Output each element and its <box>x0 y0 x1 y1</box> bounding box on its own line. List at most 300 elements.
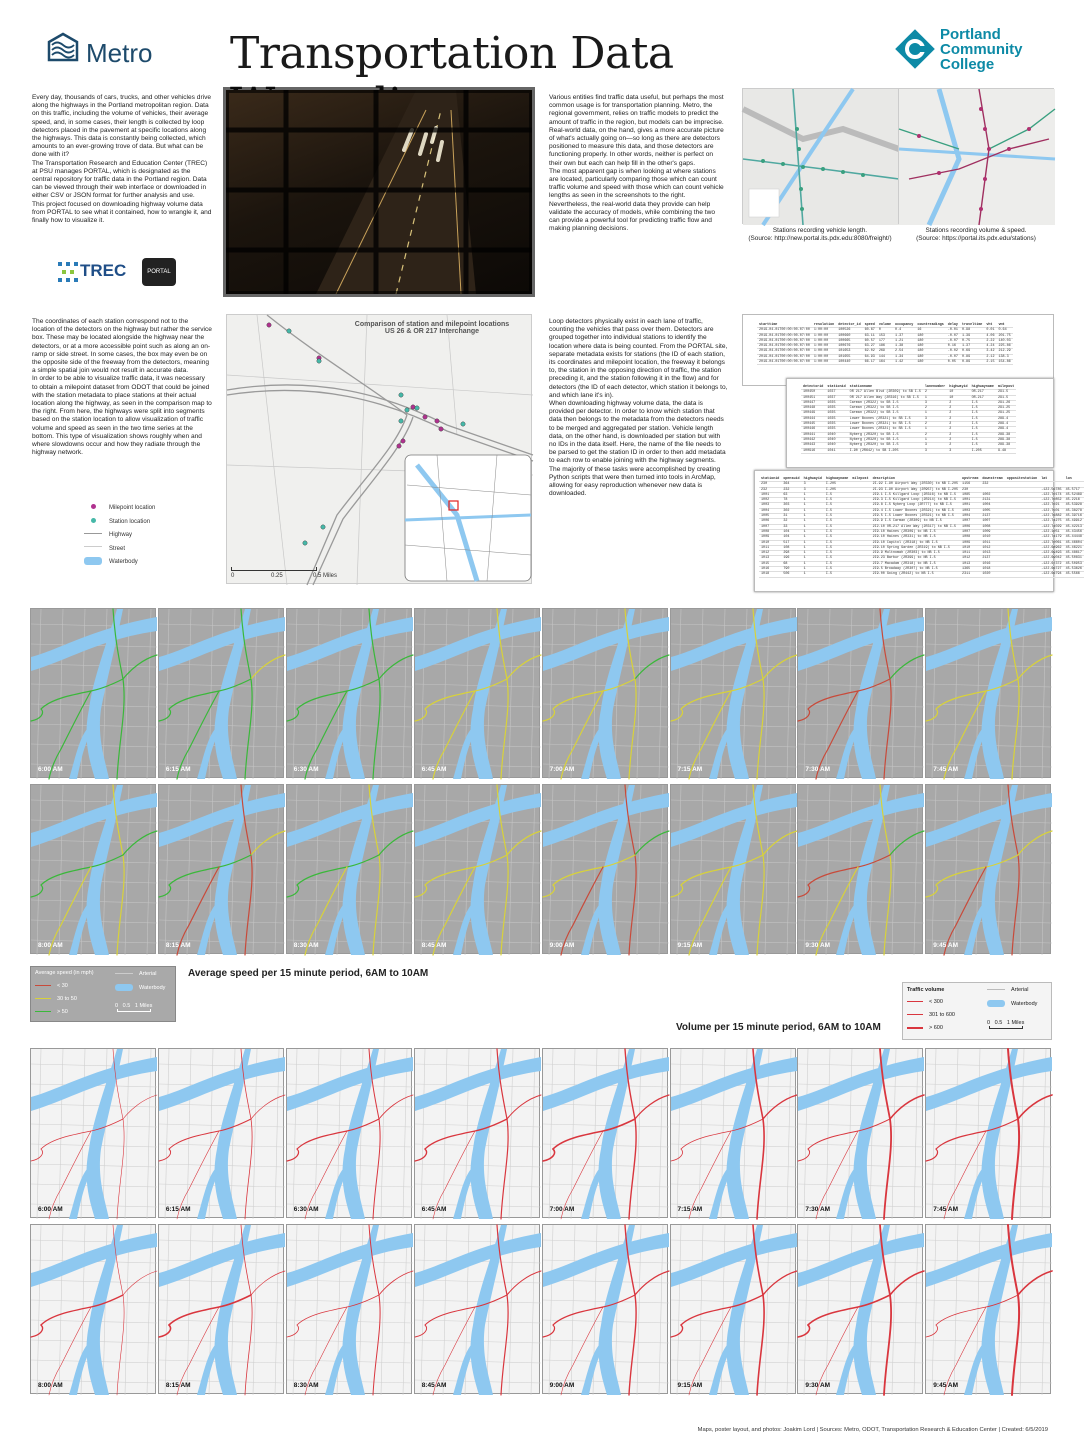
table-cell: 1005 <box>980 508 1004 513</box>
table-cell: 2019-04-01T00:00:00-07:00 <box>759 354 810 359</box>
table-cell: 1.21 <box>893 338 915 343</box>
table-cell: 45.5566 <box>1064 572 1084 577</box>
table-cell: I-205 <box>824 487 850 492</box>
table-cell: 1006 <box>960 524 980 529</box>
panel-time-label: 8:00 AM <box>38 942 63 949</box>
table-cell: -122.7021 <box>1039 503 1063 508</box>
table-cell: 180 <box>915 344 945 349</box>
volume-legend-mid: 301 to 600 <box>907 1012 955 1018</box>
table-cell: -122.76882 <box>1041 514 1062 519</box>
table-cell: 1008 <box>759 529 781 534</box>
panel-time-label: 6:45 AM <box>421 1206 447 1213</box>
volume-map-graphic <box>415 1049 541 1219</box>
table-cell: 1012 <box>960 556 980 561</box>
portal-logo: PORTAL <box>142 258 176 286</box>
table-cell: 790 <box>781 567 801 572</box>
metro-logo-icon <box>45 30 81 66</box>
table-cell: speed <box>864 323 875 327</box>
table-cell: 1004 <box>980 503 1004 508</box>
table-cell: 1365 <box>960 567 980 572</box>
panel-time-label: 8:30 AM <box>293 1382 319 1389</box>
table-cell: I-5 <box>970 437 996 442</box>
table-cell: I-5 <box>824 561 850 566</box>
table-cell: 1 <box>802 535 824 540</box>
speed-map-panel <box>286 784 412 954</box>
speed-map-panel <box>542 784 668 954</box>
speed-map-panel <box>414 608 540 778</box>
speed-legend-fast: > 50 <box>35 1009 68 1015</box>
table-cell: 3 <box>802 482 824 487</box>
table-row <box>801 448 1016 453</box>
table-cell: 1.37 <box>893 333 915 338</box>
table-cell: 1004 <box>759 508 781 513</box>
table-cell: 1.34 <box>893 354 915 359</box>
table-cell: I-5 <box>970 400 996 405</box>
table-cell: stationid <box>761 477 780 481</box>
table-cell: 144 <box>877 354 893 359</box>
table-cell: 364 <box>781 482 801 487</box>
table-cell: description <box>871 477 960 482</box>
table-cell: -0.07 <box>947 354 958 359</box>
table-cell: 2 <box>947 437 969 442</box>
table-cell: 100448 <box>801 406 825 411</box>
table-cell: 140.03 <box>998 338 1011 343</box>
legend-waterbody: Waterbody <box>84 556 174 570</box>
table-cell: 2I-93 I-90 Airport Way (2R957) to NB I-205 <box>872 487 959 492</box>
table-cell: 1008 <box>980 524 1004 529</box>
volume-stations-caption: Stations recording volume & speed. (Source: https://portal.its.pdx.edu/stations) <box>916 227 1036 242</box>
table-cell: 2 <box>923 390 947 395</box>
table-cell: 291.25 <box>996 406 1016 411</box>
table-cell: Nyberg (2R320) to SB I-5 <box>848 437 923 442</box>
sheet-table <box>757 323 1013 365</box>
table-cell: 2131 <box>980 498 1004 503</box>
table-cell: 164 <box>877 360 893 365</box>
volume-map-panel <box>542 1224 668 1394</box>
panel-time-label: 7:00 AM <box>549 766 575 773</box>
arterial-swatch-icon <box>987 989 1005 990</box>
speed-map-panel <box>158 608 284 778</box>
panel-time-label: 6:00 AM <box>38 766 63 773</box>
table-cell: 104 <box>781 529 801 534</box>
volume-map-graphic <box>159 1049 285 1219</box>
sheet-table <box>759 477 1084 578</box>
table-cell: 1 <box>923 437 947 442</box>
trec-logo: TREC <box>58 260 128 284</box>
table-row <box>759 572 1084 577</box>
table-cell: I-5 <box>824 540 850 545</box>
table-cell: 2I9.9 I-5 Carman (2R309) to NB I-5 <box>871 519 960 524</box>
table-cell: 60.57 <box>864 338 875 343</box>
panel-time-label: 8:15 AM <box>165 1382 191 1389</box>
table-cell: downstream <box>982 477 1003 481</box>
table-cell: 45.44448 <box>1065 535 1082 540</box>
volume-stations-graphic <box>899 89 1055 225</box>
table-cell: 1:00:00 <box>812 349 836 354</box>
table-cell: 1 <box>802 498 824 503</box>
water-swatch-icon <box>84 557 102 565</box>
panel-time-label: 7:15 AM <box>677 1206 703 1213</box>
table-cell: 2 <box>947 427 969 432</box>
volume-map-panel <box>542 1048 668 1218</box>
table-cell: 0.05 <box>946 360 960 365</box>
table-cell: 45.5717 <box>1064 487 1084 492</box>
table-cell: 2311 <box>960 572 980 577</box>
table-cell: Nyberg (2R320) to SB I-5 <box>848 443 923 448</box>
table-cell: -122.1051 <box>1039 529 1063 534</box>
volume-map-graphic <box>798 1049 924 1219</box>
sheet-table <box>801 385 1016 454</box>
panel-time-label: 9:30 AM <box>805 1382 831 1389</box>
table-cell: Carman (2R322) to SB I-5 <box>848 400 923 405</box>
table-cell: 33 <box>781 524 801 529</box>
table-cell: 2I9.5 Broadway (2R307) to NB I-5 <box>871 567 960 572</box>
panel-time-label: 9:45 AM <box>933 942 958 949</box>
speed-map-graphic <box>415 609 541 779</box>
table-cell: 1:00:00 <box>812 338 836 343</box>
speed-legend-title: Average speed (in mph) <box>35 970 94 976</box>
table-cell: -0.07 <box>947 333 958 338</box>
panel-time-label: 7:15 AM <box>677 766 703 773</box>
table-cell: -122.70852 <box>1041 498 1062 503</box>
speed-map-panel <box>797 784 923 954</box>
table-cell: 100660 <box>836 333 862 338</box>
coordinates-text: The coordinates of each station correspond not to the location of the detectors on the highway but rather the service box. These may be located alongside the highway near the detectors, or at a more accessible point such as along an on-ramp or side street. In some cases, the box may even be on the opposite side of the freeway from the detectors, meaning a simple spatial join would not result in accurate data. In order to be able to visualize traffic data, it was necessary to obtain a milepoint dataset from ODOT that could be joined with the station metadata to place stations at their actual location along the highway, as seen in the comparison map to the right. From here, the highways were split into segments based on the station location to allow visualization of traffic volume and speed as seen in the two time series at the bottom. This type of visualization shows roughly when and where slowdowns occur and how they radiate through the highway network. <box>32 318 212 457</box>
speed-map-panel <box>925 608 1051 778</box>
table-cell: 1:00:00 <box>812 328 836 333</box>
table-cell: OR 217 Allen Way (2R316) to SB I-5 <box>848 395 923 400</box>
panel-time-label: 8:45 AM <box>421 942 447 949</box>
table-cell: oppositestation <box>1006 477 1038 481</box>
table-cell: 10 <box>947 395 969 400</box>
panel-time-label: 9:15 AM <box>677 942 703 949</box>
table-cell: 1 <box>802 572 824 577</box>
table-cell: 1016 <box>980 561 1004 566</box>
table-cell: 180 <box>915 354 945 359</box>
table-cell: 1020 <box>980 572 1004 577</box>
volume-map-graphic <box>671 1225 797 1395</box>
volume-map-panel <box>925 1224 1051 1394</box>
table-cell: 1001 <box>759 492 781 497</box>
table-cell: 1013 <box>960 561 980 566</box>
table-cell: 1012 <box>980 545 1004 550</box>
table-cell: -122.74275 <box>1041 519 1062 524</box>
table-cell: 32 <box>781 519 801 524</box>
table-cell: 298 <box>781 551 801 556</box>
table-cell: 100443 <box>801 443 825 448</box>
table-cell: 101653 <box>836 349 862 354</box>
length-stations-graphic <box>743 89 899 225</box>
table-cell: 1040 <box>825 437 847 442</box>
table-cell: highwayname <box>971 385 994 389</box>
panel-time-label: 7:00 AM <box>549 1206 575 1213</box>
table-cell: -122.68962 <box>1041 545 1062 550</box>
table-cell: delay <box>947 323 958 327</box>
table-cell: 138.3 <box>996 354 1012 359</box>
table-cell: I-5 <box>824 529 850 534</box>
table-cell: 2 <box>947 400 969 405</box>
table-cell: 1001 <box>960 498 980 503</box>
table-cell: 1003 <box>960 508 980 513</box>
volume-map-panel <box>158 1048 284 1218</box>
table-cell: 1011 <box>759 545 781 550</box>
table-cell: 1035 <box>825 422 847 427</box>
panel-time-label: 9:00 AM <box>549 942 575 949</box>
intro-text: Every day, thousands of cars, trucks, and other vehicles drive along the highways in the Portland metropolitan region. Data on this traffic, including the volume of vehicles, their average speed, and, in some cases, their length is collected by loop detectors placed in the pavement at specific locations along the highways. This data is constantly being collected, which amounts to an ever-growing trove of data. But what can be done with it? The Transportation Research and Education Center (TREC) at PSU manages PORTAL, which is designated as the central repository for traffic data in the Portland region. Data can be viewed through their web interface or downloaded in either CSV or JSON format for further analysis and use. This project focused on downloading highway volume data from PORTAL to see what it contained, how to wrangle it, and finally how to visualize it. <box>32 94 212 225</box>
table-cell: 45.43456 <box>1065 529 1082 534</box>
table-cell: 2 <box>947 406 969 411</box>
table-cell: 1009 <box>960 540 980 545</box>
table-cell: resolution <box>813 323 835 327</box>
table-cell: 1012 <box>759 551 781 556</box>
table-cell: 1002 <box>980 492 1004 497</box>
panel-time-label: 8:45 AM <box>421 1382 447 1389</box>
table-cell: -0.07 <box>947 338 958 343</box>
table-cell: 66.17 <box>864 360 875 365</box>
table-cell: 2019-04-01T00:00:00-07:00 <box>759 360 810 365</box>
panel-time-label: 7:30 AM <box>805 1206 831 1213</box>
table-cell: 1037 <box>825 390 847 395</box>
table-cell: highwayid <box>949 385 968 389</box>
table-cell: 3 <box>802 487 824 492</box>
speed-map-panel <box>158 784 284 954</box>
speed-map-graphic <box>926 609 1052 779</box>
water-swatch-icon <box>115 984 133 991</box>
table-cell: 186 <box>877 344 893 349</box>
table-cell: 1 <box>802 556 824 561</box>
table-cell: 2019-04-01T00:00:00-07:00 <box>759 338 810 343</box>
table-cell: 2137 <box>980 514 1004 519</box>
table-cell: 2019-04-01T00:00:00-07:00 <box>759 349 810 354</box>
speed-map-panel <box>797 608 923 778</box>
table-cell: 303 <box>781 503 801 508</box>
speed-map-graphic <box>671 609 797 779</box>
table-cell: 1002 <box>759 498 781 503</box>
table-cell: I-205 <box>970 448 996 453</box>
volume-map-graphic <box>287 1225 413 1395</box>
table-cell: -0.02 <box>947 349 958 354</box>
station-swatch-icon <box>91 518 96 523</box>
speed-map-panel <box>286 608 412 778</box>
table-cell: I-205 <box>824 482 850 487</box>
table-cell: highwayname <box>825 477 849 481</box>
table-cell: -122.69042 <box>1041 556 1062 561</box>
table-cell: 1 <box>802 540 824 545</box>
trec-logo-icon <box>58 262 78 282</box>
table-cell: -122.70174 <box>1041 492 1062 497</box>
table-cell: 2I9.5 I-5 Lower Boones (2R321) to NB I-5 <box>871 514 960 519</box>
speed-map-panel <box>414 784 540 954</box>
legend-highway: Highway <box>84 529 174 543</box>
volume-map-panel <box>797 1048 923 1218</box>
table-cell: 291.5 <box>996 395 1016 400</box>
table-cell: I-5 <box>824 572 850 577</box>
table-cell: 100916 <box>801 448 825 453</box>
table-cell: 2I9.7 Macadam (2R318) to NB I-5 <box>871 561 960 566</box>
table-cell: -122.7501 <box>1039 508 1063 513</box>
speed-map-graphic <box>543 785 669 955</box>
table-cell: I-5 <box>824 519 850 524</box>
length-stations-caption: Stations recording vehicle length. (Source: http://new.portal.its.pdx.edu:8080/freight/) <box>748 227 892 242</box>
table-cell: I-5 <box>824 551 850 556</box>
table-cell: 101655 <box>836 354 862 359</box>
milepoint-swatch-icon <box>91 504 96 509</box>
table-cell: 100440 <box>836 360 862 365</box>
table-cell: 3 <box>923 400 947 405</box>
table-cell: 289.38 <box>996 437 1016 442</box>
legend-street: Street <box>84 543 174 557</box>
table-cell: 1 <box>923 427 947 432</box>
speed-map-graphic <box>287 609 413 779</box>
table-cell: 1 <box>802 503 824 508</box>
table-cell: -122.74179 <box>1041 535 1062 540</box>
table-cell: 1:00:00 <box>812 333 836 338</box>
table-cell: Carman (2R322) to SB I-5 <box>848 406 923 411</box>
table-cell: 2 <box>947 411 969 416</box>
table-cell: 2 <box>923 432 947 437</box>
panel-time-label: 6:15 AM <box>165 766 191 773</box>
comparison-map <box>226 314 532 584</box>
slow-swatch-icon <box>35 985 51 987</box>
table-cell: 45.42213 <box>1065 524 1082 529</box>
volume-legend-water: Waterbody <box>987 1000 1037 1007</box>
table-cell: 1007 <box>759 524 781 529</box>
table-cell: 1035 <box>825 406 847 411</box>
table-cell: 45.48617 <box>1065 551 1082 556</box>
table-cell: 3 <box>923 448 947 453</box>
table-cell: 2I9.3 I-5 Killgard Loop (2R214) to NB I-5 <box>871 498 960 503</box>
table-cell: 45.53626 <box>1065 567 1082 572</box>
table-cell: I-5 <box>970 416 996 421</box>
table-cell: 31 <box>781 514 801 519</box>
table-cell: 68 <box>781 561 801 566</box>
table-cell: 100676 <box>836 344 862 349</box>
table-cell: 291.5 <box>996 390 1016 395</box>
table-cell: 269 <box>877 349 893 354</box>
table-cell: 0 <box>877 328 893 333</box>
volume-map-panel <box>797 1224 923 1394</box>
table-cell: 9.48 <box>996 448 1016 453</box>
table-cell: 1040 <box>825 443 847 448</box>
table-cell: 2019-04-01T00:00:00-07:00 <box>759 344 810 349</box>
panel-time-label: 9:15 AM <box>677 1382 703 1389</box>
panel-time-label: 8:00 AM <box>38 1382 63 1389</box>
table-cell: 100451 <box>801 395 825 400</box>
table-cell: 1:00:00 <box>812 360 836 365</box>
panel-time-label: 6:00 AM <box>38 1206 63 1213</box>
table-cell: 212.29 <box>998 349 1011 354</box>
table-cell: I-5 <box>970 422 996 427</box>
table-cell: 0.89 <box>960 360 984 365</box>
table-cell: occupancy <box>895 323 914 327</box>
table-cell: 100445 <box>801 422 825 427</box>
highway-photo-graphic <box>226 90 532 294</box>
table-cell: 4.24 <box>986 344 995 349</box>
table-cell: Carman (2R322) to SB I-5 <box>848 411 923 416</box>
table-cell: traveltime <box>961 323 983 327</box>
table-cell: Nyberg (2R320) to SB I-5 <box>848 432 923 437</box>
highway-swatch-icon <box>84 533 102 535</box>
table-cell: I-5 <box>824 524 850 529</box>
table-cell: 0.69 <box>960 349 984 354</box>
table-cell: 1:00:00 <box>812 354 836 359</box>
table-cell: lon <box>1064 477 1084 482</box>
pcc-logo <box>893 27 937 76</box>
table-cell: 1018 <box>759 572 781 577</box>
table-cell: I-90 (2R642) to SB I-205 <box>848 448 923 453</box>
table-cell: 2.22 <box>986 338 995 343</box>
table-cell: 1040 <box>825 432 847 437</box>
table-cell: 2019-04-01T00:00:00-07:00 <box>759 328 810 333</box>
volume-map-panel <box>30 1048 156 1218</box>
table-cell: 45.53928 <box>1065 503 1082 508</box>
table-cell: 0.16 <box>946 344 960 349</box>
table-cell: 289.38 <box>996 443 1016 448</box>
speed-map-graphic <box>415 785 541 955</box>
table-cell: OR-217 <box>970 390 996 395</box>
table-cell: 1085 <box>960 492 980 497</box>
speed-scale: 0 0.5 1 Miles <box>115 1003 152 1012</box>
table-cell: Lower Boones (2R321) to SB I-5 <box>848 422 923 427</box>
volume-legend-low: < 300 <box>929 999 943 1005</box>
why-text: Various entities find traffic data useful, but perhaps the most common usage is for transportation planning. Metro, the regional government, relies on traffic models to predict the amount of traffic in the region, but models can be imprecise. Real-world data, on the hand, gives a more accurate picture of what's actually going on—so long as there are detectors positioned to measure this data, and those detectors are functioning properly. In other words, neither is perfect on their own but each can help fill in the other's gaps. The most apparent gap is when looking at where stations are located, particularly comparing those which can count traffic volume and speed with those which can count vehicle lengths as seen in the screenshots to the right. Nevertheless, the real-world data they provide can help validate the accuracy of models, while combining the two can provide a powerful tool for predicting traffic flow and making planning decisions. <box>549 94 724 233</box>
speed-map-panel <box>925 784 1051 954</box>
table-cell: 1035 <box>825 400 847 405</box>
volume-map-graphic <box>798 1225 924 1395</box>
table-cell: I-5 <box>970 443 996 448</box>
table-cell: 0.98 <box>960 328 984 333</box>
table-cell <box>1005 572 1040 577</box>
comparison-map-graphic <box>227 315 533 585</box>
page-title: Transportation Data <box>230 28 674 79</box>
table-cell: 62.02 <box>864 349 875 354</box>
panel-time-label: 9:30 AM <box>805 942 831 949</box>
table-cell: 2I-92 I-90 Airport Way (2R330) to NB I-205 <box>872 482 959 487</box>
volume-map-graphic <box>543 1225 669 1395</box>
speed-map-graphic <box>31 785 157 955</box>
table-cell: 232 <box>980 482 1004 487</box>
mid-volume-swatch-icon <box>907 1014 923 1015</box>
speed-map-graphic <box>798 785 924 955</box>
table-cell: Lower Boones (2R321) to SB I-5 <box>848 416 923 421</box>
table-cell: 180 <box>915 349 945 354</box>
table-cell: 2 <box>947 443 969 448</box>
table-cell: 180 <box>915 338 945 343</box>
volume-map-panel <box>670 1048 796 1218</box>
table-cell: OR 217 Allen Blvd (2R309) to SB I-5 <box>849 390 921 395</box>
table-cell: stationname <box>848 385 923 390</box>
table-cell: 1 <box>802 529 824 534</box>
table-cell: 302 <box>781 508 801 513</box>
speed-map-graphic <box>159 785 285 955</box>
water-swatch-icon <box>987 1000 1005 1007</box>
panel-time-label: 6:30 AM <box>293 1206 319 1213</box>
volume-map-graphic <box>415 1225 541 1395</box>
table-cell: 100441 <box>801 432 825 437</box>
table-cell: milepost <box>997 385 1015 389</box>
table-cell: -0.01 <box>947 328 958 333</box>
data-sheet-detectors <box>786 378 1054 468</box>
table-cell: 2I9.9 Multnomah (2R303) to NB I-5 <box>871 551 960 556</box>
speed-map-graphic <box>543 609 669 779</box>
table-cell: 4.06 <box>986 333 995 338</box>
table-cell: 153 <box>877 333 893 338</box>
table-cell: vht <box>984 323 996 328</box>
table-cell: highwayid <box>803 477 822 481</box>
table-cell: 232 <box>759 487 781 492</box>
table-cell: 1016 <box>759 567 781 572</box>
data-sheet-stations <box>754 470 1082 592</box>
